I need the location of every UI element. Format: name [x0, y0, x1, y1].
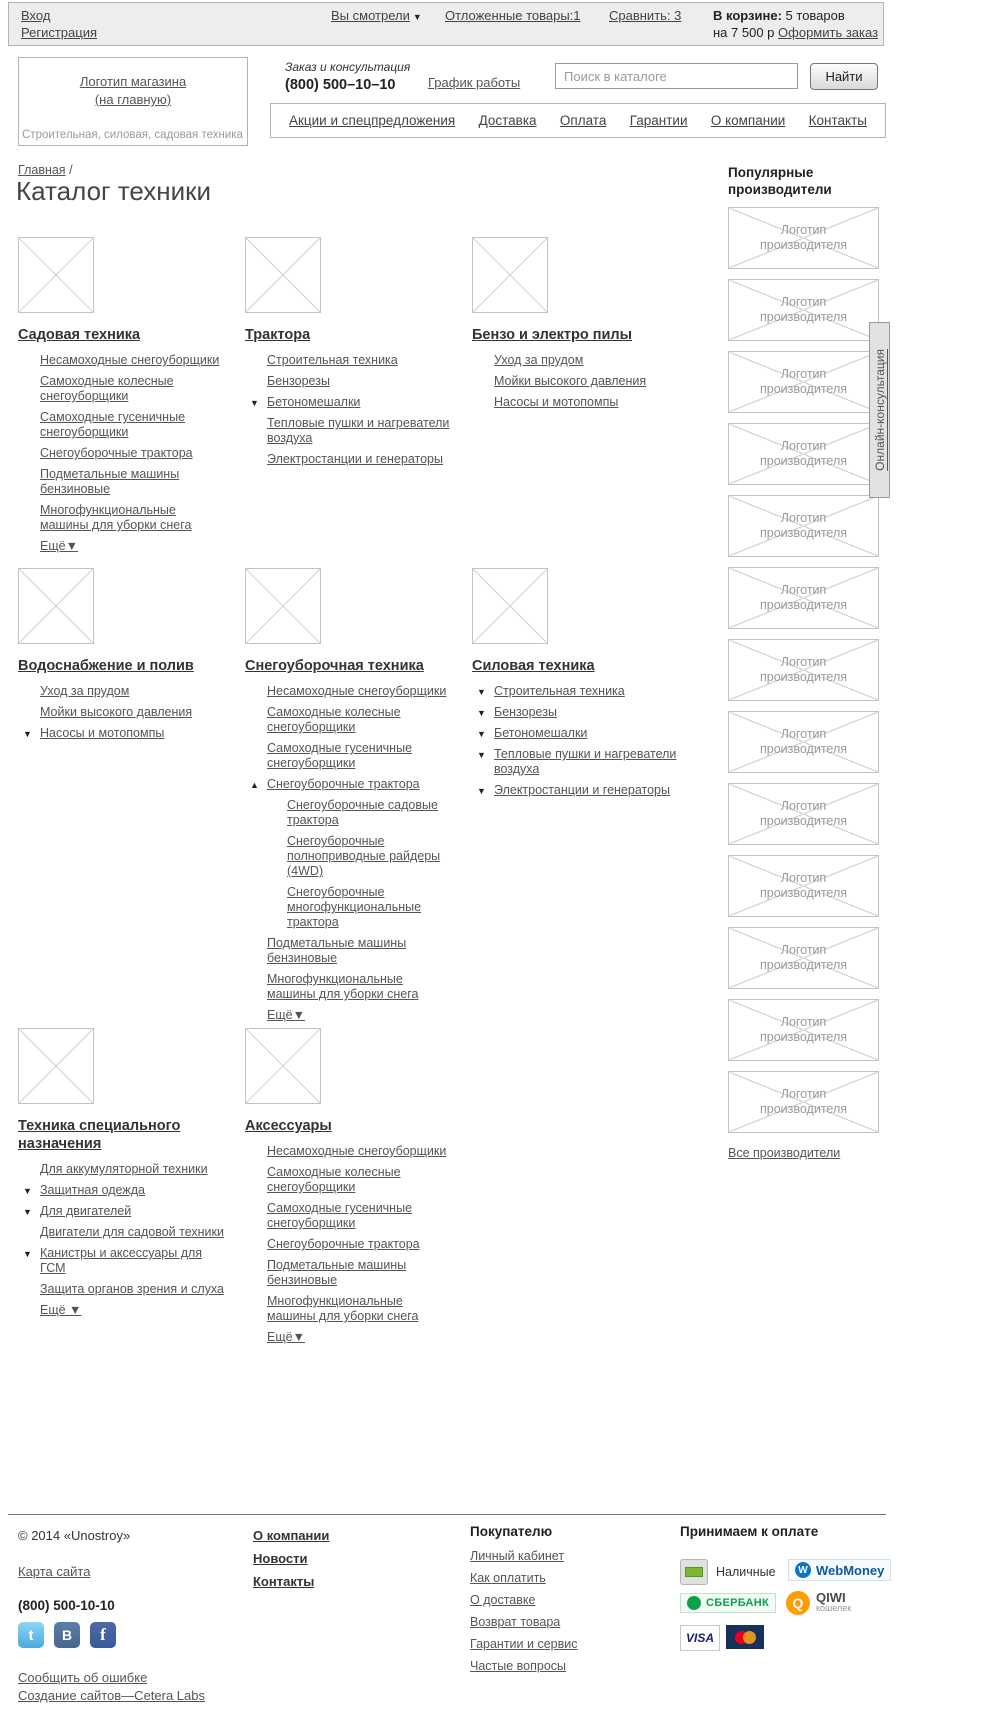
category-item	[40, 503, 225, 533]
footer-customer-link[interactable]: Как оплатить	[470, 1571, 546, 1585]
expand-arrow-icon[interactable]: ▼	[23, 1186, 32, 1196]
sberbank-badge	[680, 1593, 776, 1613]
category-block	[18, 237, 245, 560]
checkout-link[interactable]: Оформить заказ	[778, 25, 879, 40]
category-link-list	[18, 353, 233, 554]
category-image-placeholder[interactable]	[472, 237, 548, 313]
category-item	[494, 395, 679, 410]
category-link[interactable]: Самоходные гусеничные снегоуборщики	[267, 1201, 413, 1230]
category-link-list	[472, 684, 687, 798]
category-item	[40, 1303, 225, 1318]
category-image-placeholder[interactable]	[18, 568, 94, 644]
nav-link[interactable]: О компании	[710, 113, 786, 128]
brand-logo-label: Логотип производителя	[759, 367, 848, 396]
category-image-placeholder[interactable]	[18, 237, 94, 313]
show-more-link[interactable]: Ещё▼	[40, 539, 78, 553]
category-item	[267, 353, 452, 368]
expand-arrow-icon[interactable]: ▼	[23, 1249, 32, 1259]
category-item	[23, 1183, 225, 1198]
brand-logo-placeholder[interactable]	[728, 855, 879, 917]
expand-arrow-icon[interactable]: ▼	[477, 729, 486, 739]
category-link[interactable]: Несамоходные снегоуборщики	[267, 1144, 447, 1158]
cash-payment	[680, 1559, 776, 1585]
category-link[interactable]: Бензорезы	[494, 705, 557, 719]
category-item	[40, 539, 225, 554]
category-link[interactable]: Снегоуборочные трактора	[267, 777, 420, 791]
expand-arrow-icon[interactable]: ▼	[23, 729, 32, 739]
category-block	[18, 568, 245, 747]
category-item	[267, 1237, 452, 1252]
category-title-link[interactable]: Садовая техника	[18, 327, 141, 343]
footer-customer-column	[470, 1524, 577, 1673]
category-item	[267, 1294, 452, 1324]
category-item	[267, 1201, 452, 1231]
footer-divider	[8, 1514, 886, 1515]
logo-line2: (на главную)	[94, 92, 172, 107]
breadcrumb	[18, 163, 73, 177]
category-link[interactable]: Подметальные машины бензиновые	[267, 1258, 407, 1287]
qiwi-icon: Q	[786, 1591, 810, 1615]
category-link[interactable]: Снегоуборочные трактора	[267, 1237, 420, 1251]
category-item	[40, 1162, 225, 1177]
category-block	[472, 237, 699, 416]
category-link[interactable]: Мойки высокого давления	[494, 374, 647, 388]
main-nav	[270, 103, 886, 138]
category-item	[40, 705, 225, 720]
category-link[interactable]: Подметальные машины бензиновые	[40, 467, 180, 496]
header-phone: (800) 500–10–10	[285, 77, 396, 93]
category-link[interactable]: Многофункциональные машины для уборки снега	[40, 503, 192, 532]
category-link-list	[472, 353, 687, 410]
qiwi-label: QIWI	[816, 1590, 846, 1605]
expand-arrow-icon[interactable]: ▼	[477, 750, 486, 760]
nav-link[interactable]: Контакты	[808, 113, 867, 128]
nav-link[interactable]: Акции и спецпредложения	[289, 113, 456, 128]
nav-link[interactable]: Гарантии	[629, 113, 688, 128]
webmoney-badge	[788, 1559, 891, 1581]
category-link[interactable]: Уход за прудом	[494, 353, 584, 367]
category-image-placeholder[interactable]	[245, 237, 321, 313]
category-block	[472, 568, 699, 804]
category-item	[477, 783, 679, 798]
category-block	[245, 1028, 472, 1351]
category-link[interactable]: Для аккумуляторной техники	[40, 1162, 208, 1176]
category-link[interactable]: Снегоуборочные трактора	[40, 446, 193, 460]
mastercard-icon	[726, 1625, 764, 1649]
brand-logo-placeholder[interactable]	[728, 783, 879, 845]
category-link[interactable]: Тепловые пушки и нагреватели воздуха	[267, 416, 450, 445]
brands-title: Популярные производители	[728, 165, 832, 197]
category-item	[494, 374, 679, 389]
category-link[interactable]: Электростанции и генераторы	[494, 783, 670, 797]
brand-logo-label: Логотип производителя	[759, 223, 848, 252]
logo-line1: Логотип магазина	[79, 74, 187, 89]
catalog-row-2	[18, 568, 728, 1029]
catalog-row-3	[18, 1028, 728, 1351]
show-more-link[interactable]: Ещё ▼	[40, 1303, 82, 1317]
category-link[interactable]: Многофункциональные машины для уборки снега	[267, 1294, 419, 1323]
category-item	[267, 452, 452, 467]
viewed-dropdown[interactable]	[331, 8, 422, 23]
online-consultation-tab[interactable]	[869, 322, 890, 498]
category-item	[267, 1144, 452, 1159]
brand-logo-placeholder[interactable]	[728, 567, 879, 629]
report-error-link[interactable]: Сообщить об ошибке	[18, 1670, 148, 1685]
deferred-products-link[interactable]: Отложенные товары:1	[445, 8, 581, 23]
category-item	[494, 353, 679, 368]
facebook-icon[interactable]: f	[90, 1622, 116, 1648]
sitemap-link[interactable]: Карта сайта	[18, 1564, 91, 1579]
category-link[interactable]: Снегоуборочные полноприводные райдеры (4WD)	[287, 834, 441, 878]
cash-icon	[680, 1559, 708, 1585]
cart-count: 5 товаров	[785, 8, 845, 23]
expand-arrow-icon[interactable]: ▼	[477, 687, 486, 697]
expand-arrow-icon[interactable]: ▼	[477, 708, 486, 718]
category-link-list	[245, 1144, 460, 1345]
catalog-row-1	[18, 237, 728, 560]
brand-logo-placeholder[interactable]	[728, 1071, 879, 1133]
footer-customer-link[interactable]: О доставке	[470, 1593, 536, 1607]
consult-block	[285, 60, 410, 93]
breadcrumb-separator: /	[69, 163, 73, 177]
category-link-list	[245, 353, 460, 467]
category-link[interactable]: Тепловые пушки и нагреватели воздуха	[494, 747, 677, 776]
category-item	[477, 747, 679, 777]
site-developer-link[interactable]: Создание сайтов—Cetera Labs	[18, 1688, 206, 1703]
brand-logo-label: Логотип производителя	[759, 655, 848, 684]
cart-summary	[713, 8, 845, 23]
category-title-link[interactable]: Снегоуборочная техника	[245, 658, 424, 674]
category-item	[40, 684, 225, 699]
category-item	[287, 834, 452, 879]
category-link[interactable]: Бензорезы	[267, 374, 330, 388]
category-item	[267, 1008, 452, 1023]
compare-link[interactable]: Сравнить: 3	[609, 8, 682, 23]
category-link[interactable]: Канистры и аксессуары для ГСМ	[40, 1246, 203, 1275]
payments-title: Принимаем к оплате	[680, 1524, 819, 1539]
visa-label: VISA	[685, 1631, 714, 1645]
category-item	[267, 741, 452, 771]
brand-logo-label: Логотип производителя	[759, 1087, 848, 1116]
category-link[interactable]: Строительная техника	[267, 353, 398, 367]
logo-box	[18, 57, 248, 146]
category-item	[40, 1225, 225, 1240]
brand-logo-label: Логотип производителя	[759, 439, 848, 468]
category-link[interactable]: Для двигателей	[40, 1204, 132, 1218]
category-title-link[interactable]: Аксессуары	[245, 1118, 332, 1134]
category-item	[250, 777, 452, 792]
category-item	[267, 1330, 452, 1345]
category-item	[23, 726, 225, 741]
vk-icon[interactable]: В	[54, 1622, 80, 1648]
category-link[interactable]: Несамоходные снегоуборщики	[267, 684, 447, 698]
nav-link[interactable]: Оплата	[559, 113, 607, 128]
category-item	[40, 410, 225, 440]
webmoney-icon: W	[795, 1562, 811, 1578]
category-item	[250, 395, 452, 410]
category-item	[40, 467, 225, 497]
category-item	[267, 936, 452, 966]
category-link[interactable]: Защита органов зрения и слуха	[40, 1282, 224, 1296]
category-item	[477, 705, 679, 720]
category-link[interactable]: Мойки высокого давления	[40, 705, 193, 719]
category-item	[23, 1204, 225, 1219]
category-item	[267, 374, 452, 389]
category-item	[267, 972, 452, 1002]
category-item	[40, 353, 225, 368]
category-item	[267, 1165, 452, 1195]
shop-logo-link[interactable]	[19, 73, 247, 109]
category-item	[267, 1258, 452, 1288]
category-link[interactable]: Двигатели для садовой техники	[40, 1225, 224, 1239]
category-item	[287, 798, 452, 828]
category-title-link[interactable]: Бензо и электро пилы	[472, 327, 633, 343]
category-title-link[interactable]: Техника специального назначения	[18, 1118, 181, 1152]
brand-logo-label: Логотип производителя	[759, 1015, 848, 1044]
page-title: Каталог техники	[16, 176, 212, 206]
brand-list	[728, 207, 881, 1133]
category-title-link[interactable]: Трактора	[245, 327, 311, 343]
category-title-link[interactable]: Водоснабжение и полив	[18, 658, 194, 674]
show-more-link[interactable]: Ещё▼	[267, 1008, 305, 1022]
brand-logo-label: Логотип производителя	[759, 727, 848, 756]
category-item	[287, 885, 452, 930]
collapse-arrow-icon[interactable]: ▲	[250, 780, 259, 790]
category-link[interactable]: Несамоходные снегоуборщики	[40, 353, 220, 367]
payments-column	[680, 1524, 895, 1653]
category-link[interactable]: Подметальные машины бензиновые	[267, 936, 407, 965]
category-image-placeholder[interactable]	[245, 568, 321, 644]
expand-arrow-icon[interactable]: ▼	[477, 786, 486, 796]
category-link[interactable]: Уход за прудом	[40, 684, 130, 698]
login-link[interactable]: Вход	[21, 8, 51, 23]
category-link-list	[245, 684, 460, 1023]
category-item	[40, 1282, 225, 1297]
qiwi-sublabel: кошелек	[816, 1603, 852, 1613]
category-link[interactable]: Защитная одежда	[40, 1183, 145, 1197]
brand-logo-label: Логотип производителя	[759, 799, 848, 828]
brand-logo-label: Логотип производителя	[759, 871, 848, 900]
brand-logo-placeholder[interactable]	[728, 639, 879, 701]
category-link[interactable]: Бетономешалки	[267, 395, 361, 409]
online-consultation-label: Онлайн-консультация	[872, 349, 887, 471]
search-input[interactable]	[555, 63, 798, 89]
category-item	[267, 705, 452, 735]
footer-customer-link[interactable]: Возврат товара	[470, 1615, 561, 1629]
category-image-placeholder[interactable]	[472, 568, 548, 644]
logo-subtitle: Строительная, силовая, садовая техника	[22, 129, 243, 141]
brand-logo-label: Логотип производителя	[759, 943, 848, 972]
sberbank-label: СБЕРБАНК	[706, 1597, 770, 1609]
category-link[interactable]: Многофункциональные машины для уборки снега	[267, 972, 419, 1001]
category-link[interactable]: Электростанции и генераторы	[267, 452, 443, 466]
category-link[interactable]: Снегоуборочные многофункциональные трактора	[287, 885, 422, 929]
category-item	[23, 1246, 225, 1276]
footer-customer-link[interactable]: Личный кабинет	[470, 1549, 565, 1563]
brand-logo-placeholder[interactable]	[728, 207, 879, 269]
category-link[interactable]: Самоходные гусеничные снегоуборщики	[267, 741, 413, 770]
category-item	[40, 374, 225, 404]
brand-logo-placeholder[interactable]	[728, 999, 879, 1061]
visa-badge	[680, 1625, 720, 1651]
footer-customer-link[interactable]: Частые вопросы	[470, 1659, 567, 1673]
category-link[interactable]: Самоходные колесные снегоуборщики	[267, 1165, 401, 1194]
footer-customer-link[interactable]: Гарантии и сервис	[470, 1637, 578, 1651]
footer-company-link[interactable]: Новости	[253, 1551, 308, 1566]
footer-company-links	[253, 1528, 329, 1589]
cart-label: В корзине:	[713, 8, 782, 23]
category-item	[267, 684, 452, 699]
category-link[interactable]: Самоходные гусеничные снегоуборщики	[40, 410, 186, 439]
webmoney-label: WebMoney	[816, 1562, 885, 1578]
category-image-placeholder[interactable]	[245, 1028, 321, 1104]
all-brands-link[interactable]: Все производители	[728, 1146, 841, 1160]
brand-logo-placeholder[interactable]	[728, 927, 879, 989]
category-block	[245, 237, 472, 473]
search-button[interactable]: Найти	[810, 63, 878, 90]
category-image-placeholder[interactable]	[18, 1028, 94, 1104]
category-link[interactable]: Насосы и мотопомпы	[40, 726, 165, 740]
brand-logo-placeholder[interactable]	[728, 423, 879, 485]
register-link[interactable]: Регистрация	[21, 25, 97, 40]
payment-methods	[680, 1551, 895, 1653]
category-item	[477, 726, 679, 741]
footer-company-link[interactable]: Контакты	[253, 1574, 315, 1589]
expand-arrow-icon[interactable]: ▼	[23, 1207, 32, 1217]
topbar	[8, 2, 884, 46]
cart-total	[713, 25, 878, 40]
expand-arrow-icon[interactable]: ▼	[250, 398, 259, 408]
social-icons	[18, 1622, 116, 1648]
category-item	[40, 446, 225, 461]
category-block	[18, 1028, 245, 1324]
category-item	[477, 684, 679, 699]
category-link[interactable]: Самоходные колесные снегоуборщики	[40, 374, 174, 403]
category-block	[245, 568, 472, 1029]
brand-logo-placeholder[interactable]	[728, 495, 879, 557]
cart-sum: на 7 500 р	[713, 25, 775, 40]
show-more-link[interactable]: Ещё▼	[267, 1330, 305, 1344]
brand-logo-placeholder[interactable]	[728, 711, 879, 773]
category-link[interactable]: Бетономешалки	[494, 726, 588, 740]
category-link[interactable]: Самоходные колесные снегоуборщики	[267, 705, 401, 734]
nav-link[interactable]: Доставка	[478, 113, 537, 128]
category-link[interactable]: Снегоуборочные садовые трактора	[287, 798, 438, 827]
customer-column-title: Покупателю	[470, 1524, 553, 1539]
category-link[interactable]: Насосы и мотопомпы	[494, 395, 619, 409]
viewed-link[interactable]: Вы смотрели	[331, 8, 410, 23]
sberbank-icon	[687, 1596, 701, 1610]
brand-logo-placeholder[interactable]	[728, 351, 879, 413]
breadcrumb-home-link[interactable]: Главная	[18, 163, 66, 177]
footer-customer-links	[470, 1549, 577, 1673]
brands-sidebar	[728, 164, 881, 1160]
brand-logo-label: Логотип производителя	[759, 583, 848, 612]
footer-company-link[interactable]: О компании	[253, 1528, 330, 1543]
consult-label: Заказ и консультация	[285, 60, 411, 74]
category-link-list	[18, 1162, 233, 1318]
schedule-link[interactable]: График работы	[428, 75, 521, 90]
category-item	[267, 416, 452, 446]
twitter-icon[interactable]: t	[18, 1622, 44, 1648]
category-link-list	[18, 684, 233, 741]
copyright: © 2014 «Unostroy»	[18, 1528, 131, 1543]
brand-logo-placeholder[interactable]	[728, 279, 879, 341]
footer-phone: (800) 500-10-10	[18, 1598, 115, 1613]
brand-logo-label: Логотип производителя	[759, 295, 848, 324]
qiwi-badge	[786, 1591, 851, 1615]
brand-logo-label: Логотип производителя	[759, 511, 848, 540]
category-link[interactable]: Строительная техника	[494, 684, 625, 698]
dropdown-arrow-icon[interactable]: ▼	[412, 12, 422, 22]
cash-label: Наличные	[716, 1565, 776, 1579]
category-title-link[interactable]: Силовая техника	[472, 658, 595, 674]
